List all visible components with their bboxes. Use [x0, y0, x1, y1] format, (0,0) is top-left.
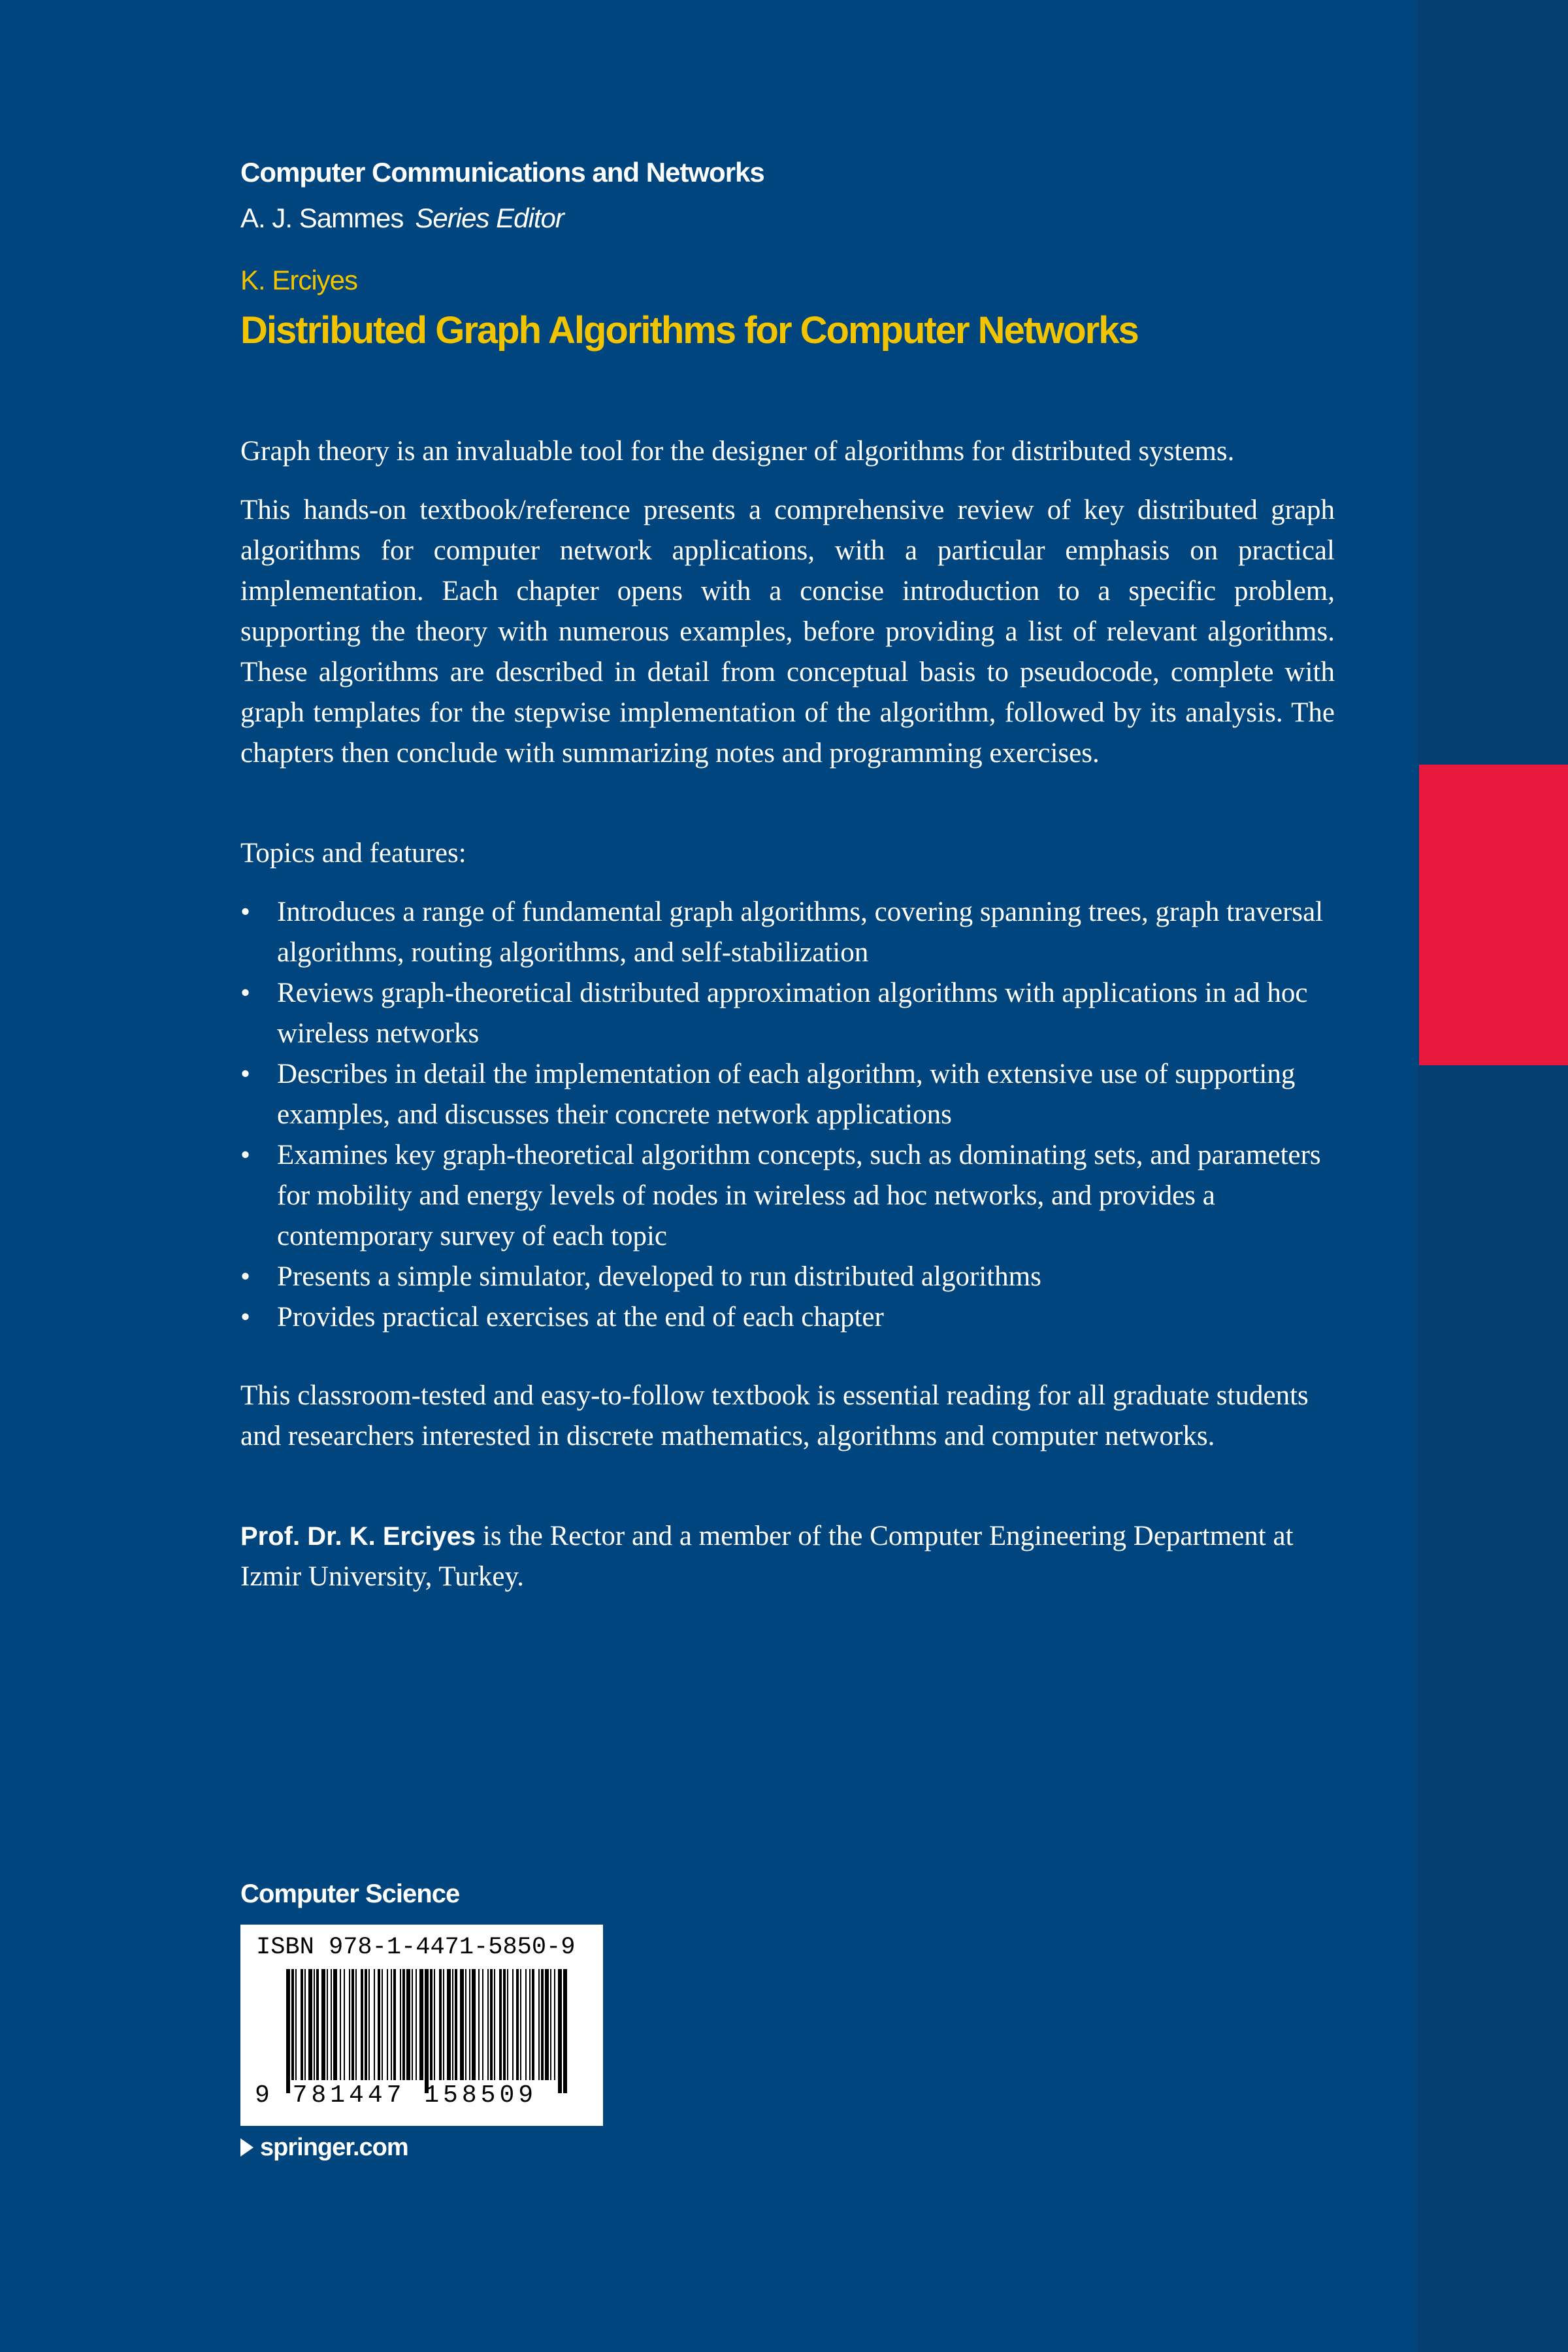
spine-shade — [1418, 0, 1568, 2352]
barcode-bar — [351, 1969, 354, 2080]
barcode-bar — [520, 1969, 521, 2080]
barcode-bar — [469, 1969, 470, 2080]
barcode-digits: 9 781447 158509 — [255, 2081, 538, 2110]
barcode-bar — [529, 1969, 531, 2080]
barcode-bar — [355, 1969, 357, 2080]
barcode-bar — [295, 1969, 297, 2080]
list-item: • Examines key graph-theoretical algorithm concepts, such as dominating sets, and parameters for mobility and energy levels of nodes in wireless ad hoc networks, and provides a contemporary survey of each topic — [240, 1135, 1338, 1257]
barcode-bar — [349, 1969, 350, 2080]
barcode-bar — [465, 1969, 466, 2080]
barcode-bar — [416, 1969, 417, 2080]
barcode-bar — [507, 1969, 508, 2080]
barcode-bar — [545, 1969, 549, 2080]
list-item: • Introduces a range of fundamental graph algorithms, covering spanning trees, graph traversal algorithms, routing algorithms, and self-stabilization — [240, 892, 1338, 973]
barcode-bar — [430, 1969, 433, 2080]
barcode-bar — [327, 1969, 328, 2080]
barcode — [240, 1925, 603, 2126]
publisher-url: springer.com — [260, 2134, 408, 2161]
book-title: Distributed Graph Algorithms for Computer Networks — [240, 309, 1138, 352]
features-heading: Topics and features: — [240, 838, 466, 869]
series-editor — [240, 203, 564, 234]
barcode-bar — [387, 1969, 388, 2080]
subject-category: Computer Science — [240, 1880, 460, 1908]
barcode-bar — [512, 1969, 514, 2080]
barcode-bar — [499, 1969, 502, 2080]
red-tab — [1419, 765, 1568, 1065]
editor-name: A. J. Sammes — [240, 203, 404, 233]
barcode-bar — [425, 1969, 429, 2093]
barcode-bar — [286, 1969, 290, 2093]
barcode-bar — [447, 1969, 451, 2080]
barcode-bar — [494, 1969, 495, 2080]
barcode-bar — [503, 1969, 506, 2080]
barcode-bar — [333, 1969, 337, 2080]
author-bio-text: is the Rector and a member of the Computer Engineering Department at Izmir University, Turkey. — [240, 1521, 1294, 1592]
barcode-bar — [382, 1969, 383, 2080]
bullet: • — [240, 1261, 251, 1292]
barcode-bar — [487, 1969, 489, 2080]
barcode-bar — [516, 1969, 519, 2080]
barcode-bars — [286, 1969, 567, 2093]
barcode-bar — [400, 1969, 401, 2080]
book-author: K. Erciyes — [240, 265, 358, 295]
barcode-bar — [439, 1969, 442, 2080]
closing-paragraph: This classroom-tested and easy-to-follow textbook is essential reading for all graduate students and researchers interested in discrete mathematics, algorithms and computer networks. — [240, 1380, 1309, 1451]
arrow-icon — [240, 2138, 253, 2157]
barcode-bar — [361, 1969, 363, 2080]
barcode-bar — [391, 1969, 392, 2080]
barcode-bar — [393, 1969, 396, 2080]
barcode-bar — [301, 1969, 303, 2080]
author-bio-name: Prof. Dr. K. Erciyes — [240, 1522, 476, 1551]
author-bio — [240, 1516, 1335, 1597]
barcode-bar — [558, 1969, 562, 2093]
list-item: • Provides practical exercises at the end of each chapter — [240, 1297, 1338, 1338]
barcode-bar — [419, 1969, 423, 2080]
barcode-bar — [406, 1969, 410, 2080]
barcode-bar — [412, 1969, 413, 2080]
barcode-bar — [490, 1969, 493, 2080]
barcode-bar — [550, 1969, 551, 2080]
barcode-bar — [434, 1969, 435, 2080]
barcode-bar — [478, 1969, 480, 2080]
isbn-label: ISBN 978-1-4471-5850-9 — [256, 1934, 576, 1961]
barcode-bar — [455, 1969, 457, 2080]
barcode-bar — [314, 1969, 315, 2080]
barcode-bar — [365, 1969, 367, 2080]
list-item: • Presents a simple simulator, developed to run distributed algorithms — [240, 1257, 1338, 1297]
features-list — [240, 892, 1338, 1338]
list-item: • Describes in detail the implementation of each algorithm, with extensive use of supporting examples, and discusses their concrete network applications — [240, 1054, 1338, 1135]
editor-role: Series Editor — [415, 203, 564, 233]
bullet: • — [240, 1302, 251, 1333]
series-name: Computer Communications and Networks — [240, 157, 764, 188]
bullet: • — [240, 978, 251, 1008]
barcode-bar — [563, 1969, 567, 2093]
bullet: • — [240, 897, 251, 927]
barcode-bar — [460, 1969, 464, 2080]
publisher-link[interactable] — [240, 2134, 408, 2162]
bullet: • — [240, 1140, 251, 1170]
barcode-bar — [331, 1969, 332, 2080]
barcode-bar — [482, 1969, 483, 2080]
intro-paragraph: Graph theory is an invaluable tool for the designer of algorithms for distributed systems. — [240, 436, 1235, 467]
barcode-bar — [344, 1969, 345, 2080]
barcode-bar — [368, 1969, 370, 2080]
barcode-bar — [378, 1969, 380, 2080]
overview-paragraph: This hands-on textbook/reference presents a comprehensive review of key distributed graph algorithms for computer network applications, with a particular emphasis on practical implementation. Each chapter opens with a concise introduction to a specific problem, supporting the theory with numerous examples, before providing a list of relevant algorithms. These algorithms are described in detail from conceptual basis to pseudocode, complete with graph templates for the stepwise implementation of the algorithm, followed by its analysis. The chapters then conclude with summarizing notes and programming exercises. — [240, 495, 1335, 769]
list-item: • Reviews graph-theoretical distributed approximation algorithms with applications in ad hoc wireless networks — [240, 973, 1338, 1054]
barcode-bar — [374, 1969, 375, 2080]
barcode-bar — [472, 1969, 476, 2080]
bullet: • — [240, 1059, 251, 1089]
barcode-bar — [308, 1969, 312, 2080]
barcode-bar — [291, 1969, 294, 2080]
barcode-bar — [538, 1969, 540, 2080]
barcode-bar — [316, 1969, 319, 2080]
barcode-bar — [541, 1969, 544, 2080]
barcode-bar — [321, 1969, 325, 2080]
barcode-bar — [452, 1969, 453, 2080]
barcode-bar — [304, 1969, 306, 2080]
barcode-bar — [443, 1969, 444, 2080]
barcode-bar — [532, 1969, 534, 2080]
barcode-bar — [554, 1969, 555, 2080]
barcode-bar — [340, 1969, 341, 2080]
barcode-bar — [525, 1969, 527, 2080]
barcode-bar — [402, 1969, 405, 2080]
